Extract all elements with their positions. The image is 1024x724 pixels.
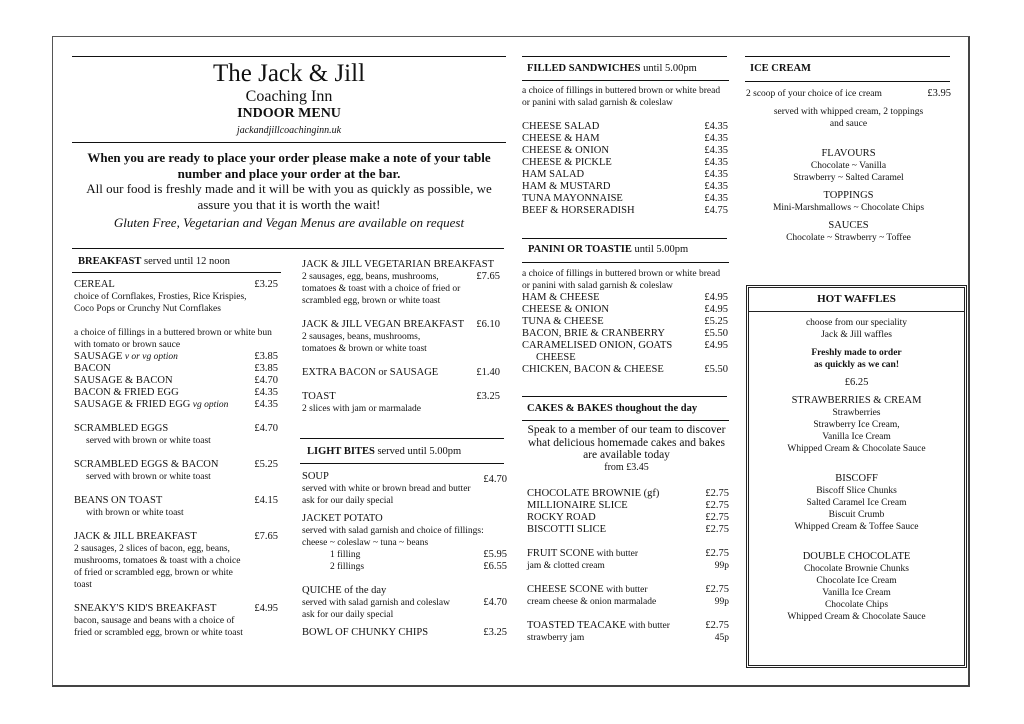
toppings-title: TOPPINGS [823, 190, 874, 201]
item-name: JACK & JILL VEGETARIAN BREAKFAST [302, 259, 495, 270]
item-name-continued: CHEESE [536, 352, 576, 363]
item-name: SCRAMBLED EGGS [74, 423, 169, 434]
item-price: £2.75 [705, 524, 729, 535]
header-top-rule [72, 56, 506, 57]
option-price: £5.95 [483, 549, 507, 560]
menu-title: INDOOR MENU [237, 106, 341, 121]
item-price: £4.75 [704, 205, 728, 216]
menu-item-soup [302, 471, 507, 507]
item-description: served with white or brown bread and butter [302, 484, 471, 494]
waffle-option-name: BISCOFF [835, 473, 878, 484]
item-price: £2.75 [705, 620, 729, 631]
menu-item-sandwich [522, 169, 728, 181]
menu-item-scone [527, 548, 729, 572]
item-price: £4.95 [704, 304, 728, 315]
light-bites-header-rule [300, 463, 504, 464]
menu-item-sandwich [522, 121, 728, 133]
item-price: £4.35 [704, 133, 728, 144]
item-name: CEREAL [74, 279, 115, 290]
waffle-option-line: Strawberry Ice Cream, [813, 420, 900, 430]
sandwiches-column [522, 85, 728, 217]
item-name: QUICHE of the day [302, 585, 387, 596]
menu-item-bun [74, 387, 278, 399]
item-price: £4.70 [254, 423, 278, 434]
cakes-title: CAKES & BAKES [527, 403, 613, 414]
item-name: ROCKY ROAD [527, 512, 596, 523]
item-price: £4.35 [704, 193, 728, 204]
item-price: £4.70 [483, 474, 507, 485]
ice-cream-description: 2 scoop of your choice of ice cream [746, 89, 882, 99]
item-name: CHICKEN, BACON & CHEESE [522, 364, 664, 375]
waffle-option-line: Biscuit Crumb [828, 510, 885, 520]
item-name: BEEF & HORSERADISH [522, 205, 635, 216]
waffle-option-line: Biscoff Slice Chunks [816, 486, 897, 496]
breakfast-heading [78, 256, 230, 268]
sandwiches-title: FILLED SANDWICHES [527, 63, 641, 74]
item-name: SNEAKY'S KID'S BREAKFAST [74, 603, 217, 614]
menu-item-scrambled-eggs-bacon [74, 459, 278, 483]
item-description: 2 sausages, 2 slices of bacon, egg, beans, mushrooms, tomatoes & toast with a choice of fried or scrambled egg, brown or white toast [74, 544, 241, 590]
hot-waffles-title: HOT WAFFLES [749, 288, 964, 312]
item-description: with brown or white toast [86, 508, 184, 518]
item-description: served with brown or white toast [86, 436, 211, 446]
item-description: served with brown or white toast [86, 472, 211, 482]
item-price: £4.95 [704, 292, 728, 303]
panini-title: PANINI OR TOASTIE [528, 244, 632, 255]
item-price: £4.35 [704, 145, 728, 156]
item-extra: jam & clotted cream [527, 561, 605, 571]
menu-item-cake [527, 488, 729, 500]
item-price: £5.25 [254, 459, 278, 470]
item-name: CARAMELISED ONION, GOATS [522, 340, 673, 351]
hot-waffles-box [746, 285, 967, 668]
item-price: £2.75 [705, 548, 729, 559]
sandwiches-note: until 5.00pm [640, 63, 697, 74]
item-description: 2 sausages, egg, beans, mushrooms, tomatoes & toast with a choice of fried or scrambled egg, brown or white toast [302, 272, 461, 306]
item-with: with butter [626, 621, 670, 631]
item-name: BACON & FRIED EGG [74, 387, 179, 398]
flavours-line: Chocolate ~ Vanilla [810, 161, 887, 171]
ice-cream-heading [750, 63, 811, 75]
menu-item-sandwich [522, 205, 728, 217]
ice-cream-column [746, 88, 951, 244]
item-name: HAM SALAD [522, 169, 585, 180]
sandwiches-top-rule [522, 56, 727, 57]
ice-cream-main [746, 88, 951, 100]
menu-item-bun [74, 351, 278, 363]
waffles-fresh-note: Freshly made to order [811, 348, 902, 358]
ice-cream-top-rule [745, 56, 950, 57]
ordering-instructions [72, 150, 506, 231]
item-price: £4.95 [254, 603, 278, 614]
item-name: HAM & MUSTARD [522, 181, 611, 192]
menu-item-extra-bacon [302, 367, 500, 379]
restaurant-subtitle: Coaching Inn [245, 88, 333, 105]
cakes-heading [527, 403, 697, 415]
item-price: £2.75 [705, 488, 729, 499]
waffle-option-line: Chocolate Chips [824, 600, 889, 610]
menu-item-panini [522, 292, 728, 304]
dietary-note: Gluten Free, Vegetarian and Vegan Menus are available on request [113, 215, 465, 230]
option-label: 2 fillings [330, 562, 365, 572]
ordering-note: All our food is freshly made and it will be with you as quickly as possible, we assure you that it is worth the wait! [86, 181, 492, 212]
item-description: choice of Cornflakes, Frosties, Rice Krispies, Coco Pops or Crunchy Nut Cornflakes [74, 292, 247, 314]
item-name: BOWL OF CHUNKY CHIPS [302, 627, 429, 638]
item-name: SAUSAGE [74, 351, 123, 362]
website-link[interactable]: jackandjillcoachinginn.uk [236, 125, 342, 136]
light-bites-title: LIGHT BITES [307, 446, 375, 457]
item-name: JACKET POTATO [302, 513, 383, 524]
item-price: £3.25 [483, 627, 507, 638]
item-name: JACK & JILL VEGAN BREAKFAST [302, 319, 464, 330]
ice-cream-title: ICE CREAM [750, 63, 811, 74]
item-price: £3.85 [254, 351, 278, 362]
menu-item-sandwich [522, 193, 728, 205]
item-option: vg option [190, 400, 229, 410]
item-name: BACON [74, 363, 111, 374]
item-name: TOAST [302, 391, 336, 402]
menu-item-kids-breakfast [74, 603, 278, 639]
menu-item-teacake [527, 620, 729, 644]
item-price: £7.65 [254, 531, 278, 542]
menu-item-sandwich [522, 133, 728, 145]
ice-cream-price: £3.95 [927, 88, 951, 99]
panini-intro: a choice of fillings in buttered brown or white bread or panini with salad garnish & coleslaw [522, 269, 721, 291]
waffles-fresh-note: as quickly as we can! [814, 360, 899, 370]
item-name: SAUSAGE & BACON [74, 375, 173, 386]
item-name: CHEESE & HAM [522, 133, 600, 144]
jacket-option [302, 561, 507, 573]
waffle-option-line: Whipped Cream & Chocolate Sauce [787, 612, 926, 622]
item-price: £3.25 [254, 279, 278, 290]
light-bites-note: served until 5.00pm [374, 446, 462, 457]
item-name: TOASTED TEACAKE [527, 620, 627, 631]
item-price: £4.70 [254, 375, 278, 386]
panini-header-rule [522, 262, 729, 263]
cakes-top-rule [522, 396, 727, 397]
waffle-option-name: STRAWBERRIES & CREAM [791, 395, 922, 406]
menu-item-cereal [74, 279, 278, 315]
item-price: £4.70 [483, 597, 507, 608]
item-name: CHEESE & ONION [522, 304, 609, 315]
menu-item-sandwich [522, 145, 728, 157]
sandwiches-header-rule [522, 80, 729, 81]
sandwiches-intro: a choice of fillings in buttered brown or white bread or panini with salad garnish & coleslaw [522, 86, 721, 108]
light-bites-heading [307, 446, 461, 458]
menu-item-cake [527, 512, 729, 524]
item-extra: strawberry jam [527, 633, 585, 643]
item-name: CHEESE & ONION [522, 145, 609, 156]
item-name: BACON, BRIE & CRANBERRY [522, 328, 665, 339]
menu-item-bun [74, 399, 278, 411]
menu-item-panini [522, 364, 728, 376]
item-price: £1.40 [476, 367, 500, 378]
cakes-note: thoughout the day [612, 403, 698, 414]
item-description: bacon, sausage and beans with a choice of fried or scrambled egg, brown or white toast [74, 616, 243, 638]
toppings-list: Mini-Marshmallows ~ Chocolate Chips [772, 203, 925, 213]
sauces-title: SAUCES [828, 220, 869, 231]
item-price: £2.75 [705, 512, 729, 523]
cakes-header-rule [522, 420, 729, 421]
item-price: £4.95 [704, 340, 728, 351]
waffle-option-line: Salted Caramel Ice Cream [806, 498, 907, 508]
item-extra-price: 45p [714, 633, 729, 643]
jacket-option [302, 549, 507, 561]
cakes-intro [524, 424, 729, 474]
item-price: £3.25 [476, 391, 500, 402]
sandwiches-heading [527, 63, 697, 75]
waffle-option-line: Strawberries [832, 408, 881, 418]
light-bites-top-rule [300, 438, 504, 439]
waffle-option-name: DOUBLE CHOCOLATE [802, 551, 911, 562]
waffle-option-line: Chocolate Ice Cream [816, 576, 897, 586]
panini-heading [528, 244, 688, 256]
item-price: £5.50 [704, 328, 728, 339]
item-name: SOUP [302, 471, 329, 482]
item-price: £3.85 [254, 363, 278, 374]
bun-intro: a choice of fillings in a buttered brown or white bun with tomato or brown sauce [74, 328, 272, 350]
item-name: MILLIONAIRE SLICE [527, 500, 628, 511]
item-price: £2.75 [705, 584, 729, 595]
flavours-title: FLAVOURS [821, 148, 876, 159]
sauces-list: Chocolate ~ Strawberry ~ Toffee [786, 233, 911, 243]
item-name: CHEESE & PICKLE [522, 157, 612, 168]
cakes-intro-text: Speak to a member of our team to discover what delicious homemade cakes and bakes are available today [527, 424, 726, 461]
item-price: £4.35 [704, 121, 728, 132]
item-price: £4.35 [704, 181, 728, 192]
item-name: FRUIT SCONE [527, 548, 595, 559]
item-with: with butter [603, 585, 648, 595]
item-name: EXTRA BACON or SAUSAGE [302, 367, 439, 378]
menu-item-vegetarian-breakfast [302, 259, 500, 307]
waffles-content [749, 312, 964, 623]
menu-item-scone [527, 584, 729, 608]
menu-item-chunky-chips [302, 627, 507, 639]
item-price: £4.35 [254, 387, 278, 398]
menu-item-cake [527, 524, 729, 536]
ordering-note-bold: When you are ready to place your order please make a note of your table number and place your order at the bar. [87, 150, 491, 181]
item-price: £5.25 [704, 316, 728, 327]
item-price: £4.15 [254, 495, 278, 506]
ice-cream-header-rule [745, 81, 950, 82]
item-extra: cream cheese & onion marmalade [527, 597, 657, 607]
item-name: BISCOTTI SLICE [527, 524, 607, 535]
item-price: £4.35 [704, 169, 728, 180]
breakfast-column-1 [74, 279, 278, 639]
menu-item-panini [522, 304, 728, 316]
item-name: SAUSAGE & FRIED EGG [74, 399, 191, 410]
panini-column [522, 268, 728, 376]
panini-top-rule [522, 238, 727, 239]
cakes-from-price: from £3.45 [604, 461, 649, 473]
menu-item-bun [74, 375, 278, 387]
option-label: 1 filling [330, 550, 361, 560]
item-name: CHOCOLATE BROWNIE (gf) [527, 488, 660, 499]
waffle-option-line: Vanilla Ice Cream [822, 432, 891, 442]
breakfast-header-rule [72, 272, 281, 273]
menu-item-panini [522, 340, 728, 364]
item-price: £4.35 [704, 157, 728, 168]
item-name: BEANS ON TOAST [74, 495, 163, 506]
item-name: JACK & JILL BREAKFAST [74, 531, 197, 542]
menu-item-beans-on-toast [74, 495, 278, 519]
breakfast-top-rule [72, 248, 504, 249]
waffle-option-line: Chocolate Brownie Chunks [803, 564, 909, 574]
header-bottom-rule [72, 142, 506, 143]
item-name: HAM & CHEESE [522, 292, 600, 303]
waffle-option-line: Whipped Cream & Chocolate Sauce [787, 444, 926, 454]
panini-note: until 5.00pm [631, 244, 689, 255]
item-description: served with salad garnish and coleslaw [302, 598, 450, 608]
item-note: ask for our daily special [302, 496, 394, 506]
item-price: £6.10 [476, 319, 500, 330]
item-name: TUNA MAYONNAISE [522, 193, 623, 204]
item-extra-price: 99p [714, 561, 729, 571]
item-name: SCRAMBLED EGGS & BACON [74, 459, 219, 470]
item-option: v or vg option [122, 352, 178, 362]
item-name: CHEESE SCONE [527, 584, 604, 595]
menu-item-scrambled-eggs [74, 423, 278, 447]
item-price: £5.50 [704, 364, 728, 375]
item-name: TUNA & CHEESE [522, 316, 604, 327]
waffle-option-line: Vanilla Ice Cream [822, 588, 891, 598]
option-price: £6.55 [483, 561, 507, 572]
ice-cream-served: served with whipped cream, 2 toppings and sauce [773, 107, 924, 129]
flavours-line: Strawberry ~ Salted Caramel [793, 173, 904, 183]
item-description: 2 sausages, beans, mushrooms, tomatoes & brown or white toast [302, 332, 427, 354]
menu-item-jack-jill-breakfast [74, 531, 278, 591]
menu-item-toast [302, 391, 500, 415]
menu-item-sandwich [522, 181, 728, 193]
item-price: £2.75 [705, 500, 729, 511]
menu-item-panini [522, 316, 728, 328]
light-bites-column [302, 471, 507, 639]
menu-item-cake [527, 500, 729, 512]
menu-item-panini [522, 328, 728, 340]
breakfast-column-2 [302, 259, 500, 415]
breakfast-note: served until 12 noon [141, 256, 231, 267]
menu-item-sandwich [522, 157, 728, 169]
restaurant-name: The Jack & Jill [212, 60, 366, 87]
menu-item-vegan-breakfast [302, 319, 500, 355]
item-note: ask for our daily special [302, 610, 394, 620]
item-description: served with salad garnish and choice of fillings: cheese ~ coleslaw ~ tuna ~ beans [302, 526, 484, 548]
menu-item-bun [74, 363, 278, 375]
item-extra-price: 99p [714, 597, 729, 607]
menu-item-jacket-potato [302, 513, 507, 573]
item-with: with butter [594, 549, 639, 559]
item-price: £7.65 [476, 271, 500, 282]
waffles-intro: Jack & Jill waffles [821, 330, 892, 340]
cakes-column [527, 488, 729, 644]
waffles-intro: choose from our speciality [805, 318, 908, 328]
item-name: CHEESE SALAD [522, 121, 600, 132]
breakfast-title: BREAKFAST [78, 256, 142, 267]
item-description: 2 slices with jam or marmalade [302, 404, 421, 414]
item-price: £4.35 [254, 399, 278, 410]
menu-item-quiche [302, 585, 507, 621]
waffles-price: £6.25 [844, 377, 869, 388]
waffle-option-line: Whipped Cream & Toffee Sauce [794, 522, 919, 532]
